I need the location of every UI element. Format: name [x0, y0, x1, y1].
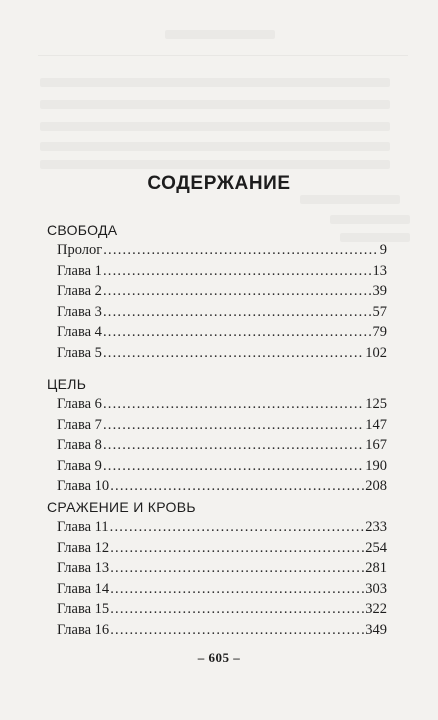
- dot-leader: [110, 599, 364, 620]
- dot-leader: [103, 394, 364, 415]
- section-title: СВОБОДА: [47, 222, 118, 238]
- dot-leader: [103, 240, 379, 261]
- entry-page: 57: [372, 303, 387, 320]
- toc-entry[interactable]: [47, 517, 387, 538]
- toc-entry[interactable]: [47, 302, 387, 323]
- dot-leader: [103, 415, 364, 436]
- toc-entry[interactable]: [47, 435, 387, 456]
- dot-leader: [110, 579, 364, 600]
- toc-entry[interactable]: [47, 281, 387, 302]
- toc-entry[interactable]: [47, 558, 387, 579]
- entry-label: Глава 12: [57, 539, 110, 556]
- entry-label: Глава 6: [57, 396, 102, 412]
- entry-page: 13: [372, 262, 387, 279]
- page-number: – 605 –: [197, 650, 241, 665]
- entry-label: Глава 10: [57, 478, 110, 495]
- toc-entry[interactable]: [47, 394, 387, 415]
- page-title: СОДЕРЖАНИЕ: [147, 173, 291, 194]
- entry-label: Глава 5: [57, 344, 102, 361]
- entry-page: 233: [365, 519, 387, 535]
- entry-page: 79: [372, 324, 387, 341]
- entry-label: Глава 4: [57, 324, 102, 341]
- dot-leader: [110, 517, 365, 538]
- toc-section-tsel: [47, 374, 387, 497]
- dot-leader: [103, 435, 364, 456]
- entry-page: 39: [372, 283, 387, 300]
- toc-entry[interactable]: [47, 599, 387, 620]
- dot-leader: [103, 302, 372, 323]
- toc-entry[interactable]: [47, 322, 387, 343]
- toc-entry[interactable]: [47, 240, 387, 261]
- dot-leader: [103, 281, 372, 302]
- entry-page: 349: [365, 621, 387, 638]
- toc-entry[interactable]: [47, 456, 387, 477]
- entry-label: Глава 16: [57, 621, 110, 638]
- dot-leader: [110, 558, 364, 579]
- toc-entry[interactable]: [47, 476, 387, 497]
- entry-label: Глава 3: [57, 303, 102, 320]
- entry-page: 9: [379, 242, 387, 258]
- entry-page: 125: [365, 396, 387, 412]
- entry-page: 102: [365, 344, 387, 361]
- toc-entry[interactable]: [47, 620, 387, 641]
- toc-entry[interactable]: [47, 538, 387, 559]
- section-title: СРАЖЕНИЕ И КРОВЬ: [47, 499, 196, 515]
- entry-page: 303: [365, 580, 387, 597]
- toc-entry[interactable]: [47, 343, 387, 364]
- entry-label: Глава 14: [57, 580, 110, 597]
- section-title: ЦЕЛЬ: [47, 376, 87, 392]
- toc-section-srazhenie-i-krov: [47, 497, 387, 641]
- entry-label: Пролог: [57, 242, 103, 258]
- entry-page: 254: [365, 539, 387, 556]
- toc-section-svoboda: [47, 220, 387, 364]
- toc-entry[interactable]: [47, 261, 387, 282]
- entry-page: 147: [365, 416, 387, 433]
- entry-label: Глава 1: [57, 262, 102, 279]
- entry-label: Глава 9: [57, 457, 102, 474]
- dot-leader: [103, 343, 364, 364]
- toc-entry[interactable]: [47, 415, 387, 436]
- dot-leader: [103, 261, 372, 282]
- entry-label: Глава 11: [57, 519, 109, 535]
- toc-entry[interactable]: [47, 579, 387, 600]
- entry-page: 208: [365, 478, 387, 495]
- dot-leader: [110, 538, 364, 559]
- entry-page: 167: [365, 437, 387, 454]
- dot-leader: [110, 476, 364, 497]
- entry-label: Глава 8: [57, 437, 102, 454]
- entry-label: Глава 2: [57, 283, 102, 300]
- dot-leader: [103, 456, 364, 477]
- entry-label: Глава 7: [57, 416, 102, 433]
- entry-label: Глава 13: [57, 560, 110, 577]
- entry-label: Глава 15: [57, 601, 110, 618]
- entry-page: 190: [365, 457, 387, 474]
- dot-leader: [110, 620, 364, 641]
- entry-page: 281: [365, 560, 387, 577]
- entry-page: 322: [365, 601, 387, 618]
- dot-leader: [103, 322, 372, 343]
